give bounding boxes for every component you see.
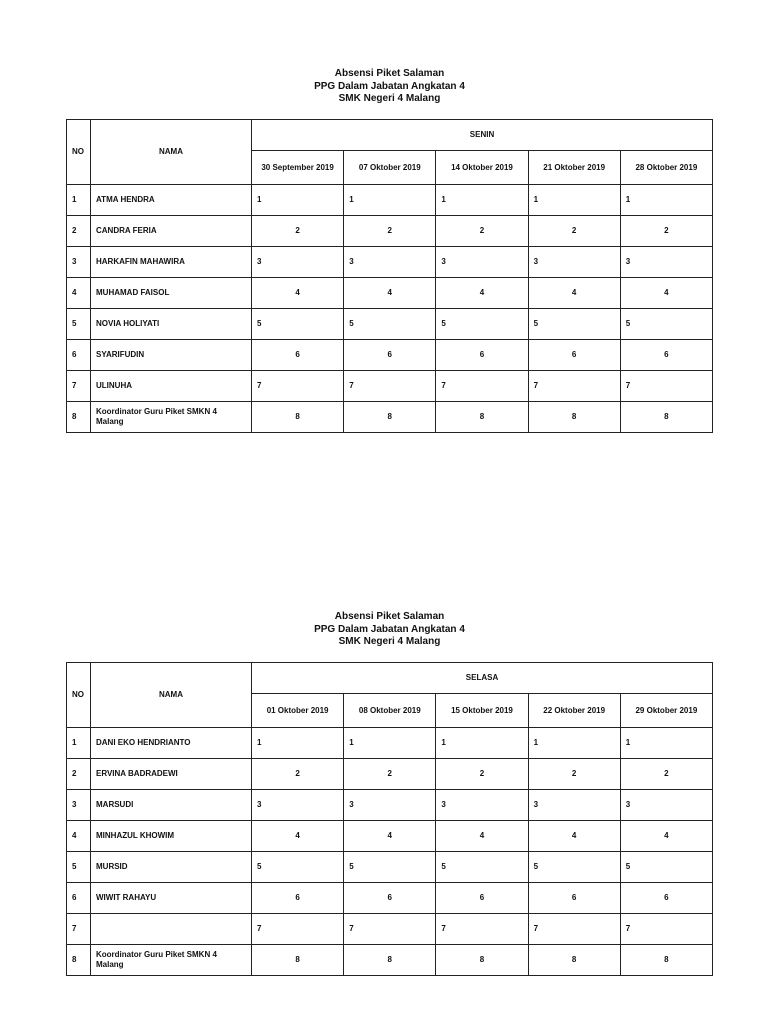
attendance-table-senin — [66, 119, 713, 433]
attendance-cell: 4 — [620, 820, 712, 851]
attendance-cell: 1 — [436, 184, 528, 215]
row-name: HARKAFIN MAHAWIRA — [91, 246, 252, 277]
row-name: MUHAMAD FAISOL — [91, 277, 252, 308]
attendance-cell: 4 — [620, 277, 712, 308]
attendance-cell: 4 — [344, 277, 436, 308]
attendance-cell: 3 — [344, 246, 436, 277]
attendance-cell: 4 — [436, 820, 528, 851]
table-row — [67, 215, 713, 246]
header-date: 14 Oktober 2019 — [436, 150, 528, 184]
attendance-cell: 1 — [344, 184, 436, 215]
attendance-cell: 7 — [620, 370, 712, 401]
row-number: 8 — [67, 401, 91, 432]
attendance-cell: 2 — [252, 758, 344, 789]
table-row — [67, 913, 713, 944]
table-row — [67, 401, 713, 432]
table-body — [67, 727, 713, 975]
header-date: 07 Oktober 2019 — [344, 150, 436, 184]
table-row — [67, 308, 713, 339]
attendance-cell: 3 — [436, 789, 528, 820]
header-date: 28 Oktober 2019 — [620, 150, 712, 184]
attendance-cell: 4 — [344, 820, 436, 851]
attendance-cell: 4 — [252, 820, 344, 851]
attendance-cell: 2 — [620, 215, 712, 246]
title-line-3: SMK Negeri 4 Malang — [338, 93, 441, 104]
title-line-1: Absensi Piket Salaman — [334, 68, 445, 79]
attendance-cell: 1 — [620, 184, 712, 215]
row-number: 1 — [67, 727, 91, 758]
attendance-cell: 8 — [344, 401, 436, 432]
header-date: 22 Oktober 2019 — [528, 693, 620, 727]
attendance-block-senin — [66, 68, 713, 433]
table-row — [67, 184, 713, 215]
header-no: NO — [67, 119, 91, 184]
attendance-cell: 6 — [436, 882, 528, 913]
attendance-cell: 2 — [620, 758, 712, 789]
attendance-cell: 3 — [620, 246, 712, 277]
title-line-2: PPG Dalam Jabatan Angkatan 4 — [314, 623, 465, 635]
header-name: NAMA — [91, 119, 252, 184]
row-name: CANDRA FERIA — [91, 215, 252, 246]
row-number: 2 — [67, 215, 91, 246]
attendance-cell: 1 — [620, 727, 712, 758]
table-body — [67, 184, 713, 432]
row-number: 5 — [67, 851, 91, 882]
attendance-cell: 6 — [528, 339, 620, 370]
attendance-cell: 5 — [252, 308, 344, 339]
attendance-cell: 7 — [436, 370, 528, 401]
attendance-cell: 3 — [528, 789, 620, 820]
row-number: 6 — [67, 882, 91, 913]
title-line-3: SMK Negeri 4 Malang — [338, 636, 441, 647]
attendance-cell: 6 — [344, 339, 436, 370]
attendance-cell: 4 — [528, 277, 620, 308]
attendance-block-selasa — [66, 611, 713, 976]
attendance-cell: 5 — [620, 308, 712, 339]
attendance-cell: 2 — [436, 215, 528, 246]
header-date: 30 September 2019 — [252, 150, 344, 184]
attendance-cell: 3 — [344, 789, 436, 820]
attendance-cell: 5 — [344, 308, 436, 339]
attendance-cell: 7 — [528, 913, 620, 944]
attendance-cell: 5 — [528, 851, 620, 882]
row-number: 3 — [67, 246, 91, 277]
attendance-cell: 8 — [528, 944, 620, 975]
attendance-cell: 6 — [436, 339, 528, 370]
row-name: SYARIFUDIN — [91, 339, 252, 370]
table-row — [67, 339, 713, 370]
attendance-cell: 1 — [252, 727, 344, 758]
header-date: 21 Oktober 2019 — [528, 150, 620, 184]
attendance-cell: 6 — [252, 882, 344, 913]
document-title — [66, 68, 713, 106]
attendance-cell: 7 — [436, 913, 528, 944]
row-name: ATMA HENDRA — [91, 184, 252, 215]
header-day: SENIN — [252, 119, 713, 150]
row-name: NOVIA HOLIYATI — [91, 308, 252, 339]
attendance-cell: 5 — [252, 851, 344, 882]
attendance-cell: 6 — [344, 882, 436, 913]
table-row — [67, 727, 713, 758]
attendance-cell: 6 — [620, 882, 712, 913]
table-row — [67, 789, 713, 820]
header-date: 01 Oktober 2019 — [252, 693, 344, 727]
attendance-cell: 8 — [344, 944, 436, 975]
attendance-cell: 1 — [436, 727, 528, 758]
attendance-cell: 2 — [344, 758, 436, 789]
row-name: Koordinator Guru Piket SMKN 4 Malang — [91, 944, 252, 975]
row-number: 6 — [67, 339, 91, 370]
row-name: MINHAZUL KHOWIM — [91, 820, 252, 851]
attendance-cell: 3 — [252, 789, 344, 820]
attendance-cell: 6 — [528, 882, 620, 913]
row-name: ERVINA BADRADEWI — [91, 758, 252, 789]
attendance-cell: 7 — [252, 370, 344, 401]
attendance-cell: 1 — [344, 727, 436, 758]
table-row — [67, 277, 713, 308]
attendance-cell: 3 — [252, 246, 344, 277]
attendance-cell: 5 — [528, 308, 620, 339]
attendance-cell: 2 — [528, 215, 620, 246]
attendance-cell: 7 — [252, 913, 344, 944]
row-number: 4 — [67, 820, 91, 851]
header-no: NO — [67, 662, 91, 727]
attendance-cell: 8 — [620, 944, 712, 975]
table-row — [67, 758, 713, 789]
attendance-cell: 8 — [528, 401, 620, 432]
row-number: 5 — [67, 308, 91, 339]
header-date: 29 Oktober 2019 — [620, 693, 712, 727]
header-day: SELASA — [252, 662, 713, 693]
row-number: 7 — [67, 370, 91, 401]
table-row — [67, 882, 713, 913]
attendance-cell: 4 — [252, 277, 344, 308]
table-row — [67, 370, 713, 401]
attendance-cell: 7 — [344, 370, 436, 401]
row-name: Koordinator Guru Piket SMKN 4 Malang — [91, 401, 252, 432]
row-name: DANI EKO HENDRIANTO — [91, 727, 252, 758]
attendance-cell: 5 — [344, 851, 436, 882]
attendance-cell: 5 — [436, 851, 528, 882]
row-name: MARSUDI — [91, 789, 252, 820]
row-name — [91, 913, 252, 944]
table-row — [67, 851, 713, 882]
row-number: 4 — [67, 277, 91, 308]
row-name: MURSID — [91, 851, 252, 882]
attendance-cell: 8 — [252, 401, 344, 432]
attendance-cell: 7 — [620, 913, 712, 944]
row-number: 2 — [67, 758, 91, 789]
attendance-cell: 7 — [344, 913, 436, 944]
row-number: 3 — [67, 789, 91, 820]
attendance-cell: 2 — [344, 215, 436, 246]
attendance-cell: 4 — [436, 277, 528, 308]
attendance-cell: 8 — [620, 401, 712, 432]
attendance-cell: 2 — [528, 758, 620, 789]
table-row — [67, 944, 713, 975]
attendance-cell: 8 — [252, 944, 344, 975]
attendance-cell: 2 — [252, 215, 344, 246]
attendance-table-selasa — [66, 662, 713, 976]
attendance-cell: 2 — [436, 758, 528, 789]
attendance-cell: 6 — [252, 339, 344, 370]
row-number: 8 — [67, 944, 91, 975]
row-number: 7 — [67, 913, 91, 944]
attendance-cell: 3 — [620, 789, 712, 820]
attendance-cell: 3 — [436, 246, 528, 277]
row-name: WIWIT RAHAYU — [91, 882, 252, 913]
attendance-cell: 3 — [528, 246, 620, 277]
table-row — [67, 246, 713, 277]
attendance-cell: 6 — [620, 339, 712, 370]
title-line-1: Absensi Piket Salaman — [334, 611, 445, 622]
attendance-cell: 4 — [528, 820, 620, 851]
attendance-cell: 1 — [252, 184, 344, 215]
attendance-cell: 8 — [436, 401, 528, 432]
title-line-2: PPG Dalam Jabatan Angkatan 4 — [314, 80, 465, 92]
attendance-cell: 5 — [620, 851, 712, 882]
attendance-cell: 7 — [528, 370, 620, 401]
header-date: 15 Oktober 2019 — [436, 693, 528, 727]
attendance-cell: 1 — [528, 727, 620, 758]
attendance-cell: 1 — [528, 184, 620, 215]
header-date: 08 Oktober 2019 — [344, 693, 436, 727]
row-name: ULINUHA — [91, 370, 252, 401]
row-number: 1 — [67, 184, 91, 215]
table-row — [67, 820, 713, 851]
attendance-cell: 5 — [436, 308, 528, 339]
document-title — [66, 611, 713, 649]
attendance-cell: 8 — [436, 944, 528, 975]
header-name: NAMA — [91, 662, 252, 727]
